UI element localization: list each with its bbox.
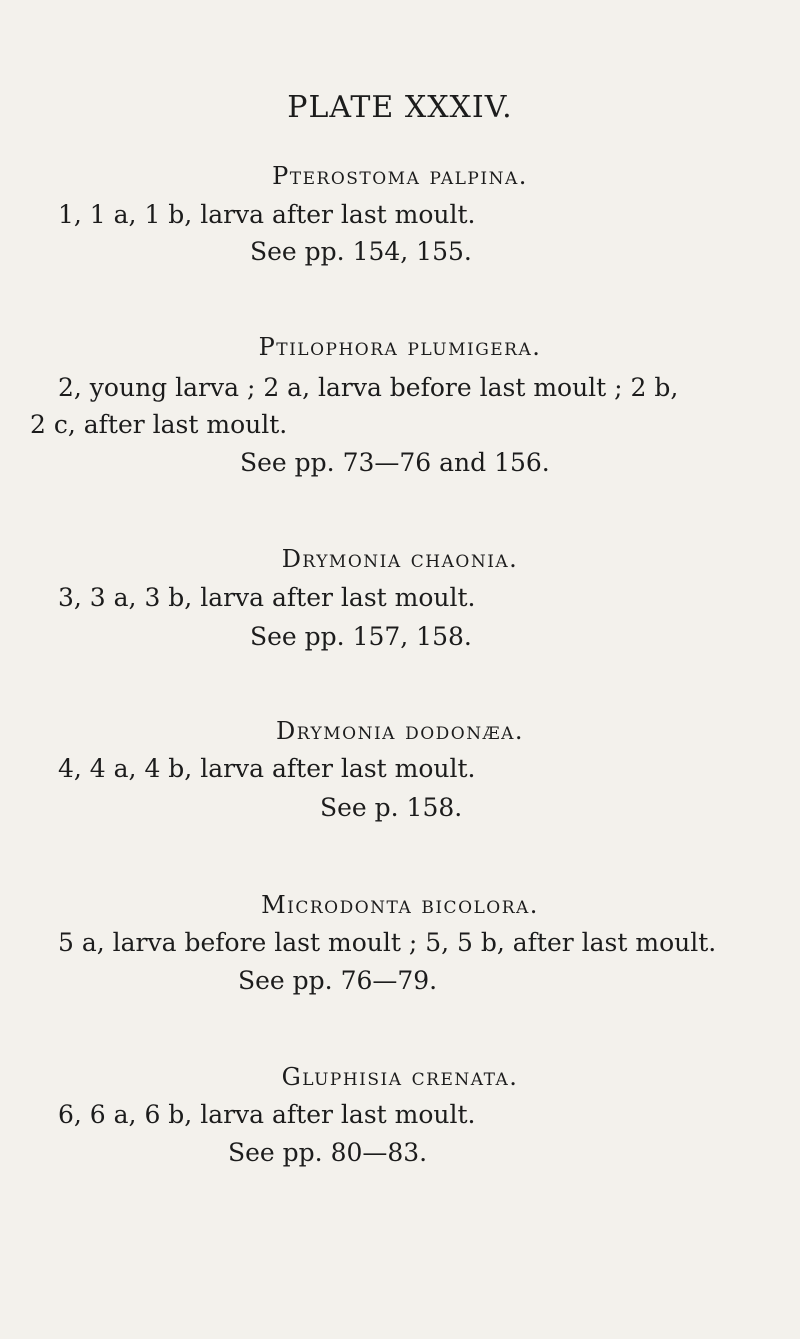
figure-description: 2, young larva ; 2 a, larva before last moult ; 2 b, <box>58 373 679 402</box>
species-heading-drymonia-dodonaea: Drymonia dodonæa. <box>275 717 524 745</box>
species-heading-microdonta: Microdonta bicolora. <box>261 891 539 919</box>
figure-description: 6, 6 a, 6 b, larva after last moult. <box>58 1100 476 1129</box>
figure-description: 1, 1 a, 1 b, larva after last moult. <box>58 200 476 229</box>
plate-title: PLATE XXXIV. <box>287 90 513 125</box>
species-heading-ptilophora: Ptilophora plumigera. <box>258 333 542 361</box>
figure-description: 3, 3 a, 3 b, larva after last moult. <box>58 583 476 612</box>
page-reference: See pp. 80—83. <box>228 1138 428 1167</box>
figure-description: 4, 4 a, 4 b, larva after last moult. <box>58 754 476 783</box>
figure-description-continued: 2 c, after last moult. <box>30 410 288 439</box>
species-heading-gluphisia: Gluphisia crenata. <box>281 1063 519 1091</box>
species-heading-drymonia-chaonia: Drymonia chaonia. <box>281 545 519 573</box>
figure-description: 5 a, larva before last moult ; 5, 5 b, after last moult. <box>58 928 717 957</box>
page-reference: See pp. 76—79. <box>238 966 438 995</box>
page-reference: See pp. 157, 158. <box>250 622 472 651</box>
page-reference: See p. 158. <box>320 793 463 822</box>
page-reference: See pp. 154, 155. <box>250 237 472 266</box>
species-heading-pterostoma: Pterostoma palpina. <box>272 162 528 190</box>
page-reference: See pp. 73—76 and 156. <box>240 448 550 477</box>
